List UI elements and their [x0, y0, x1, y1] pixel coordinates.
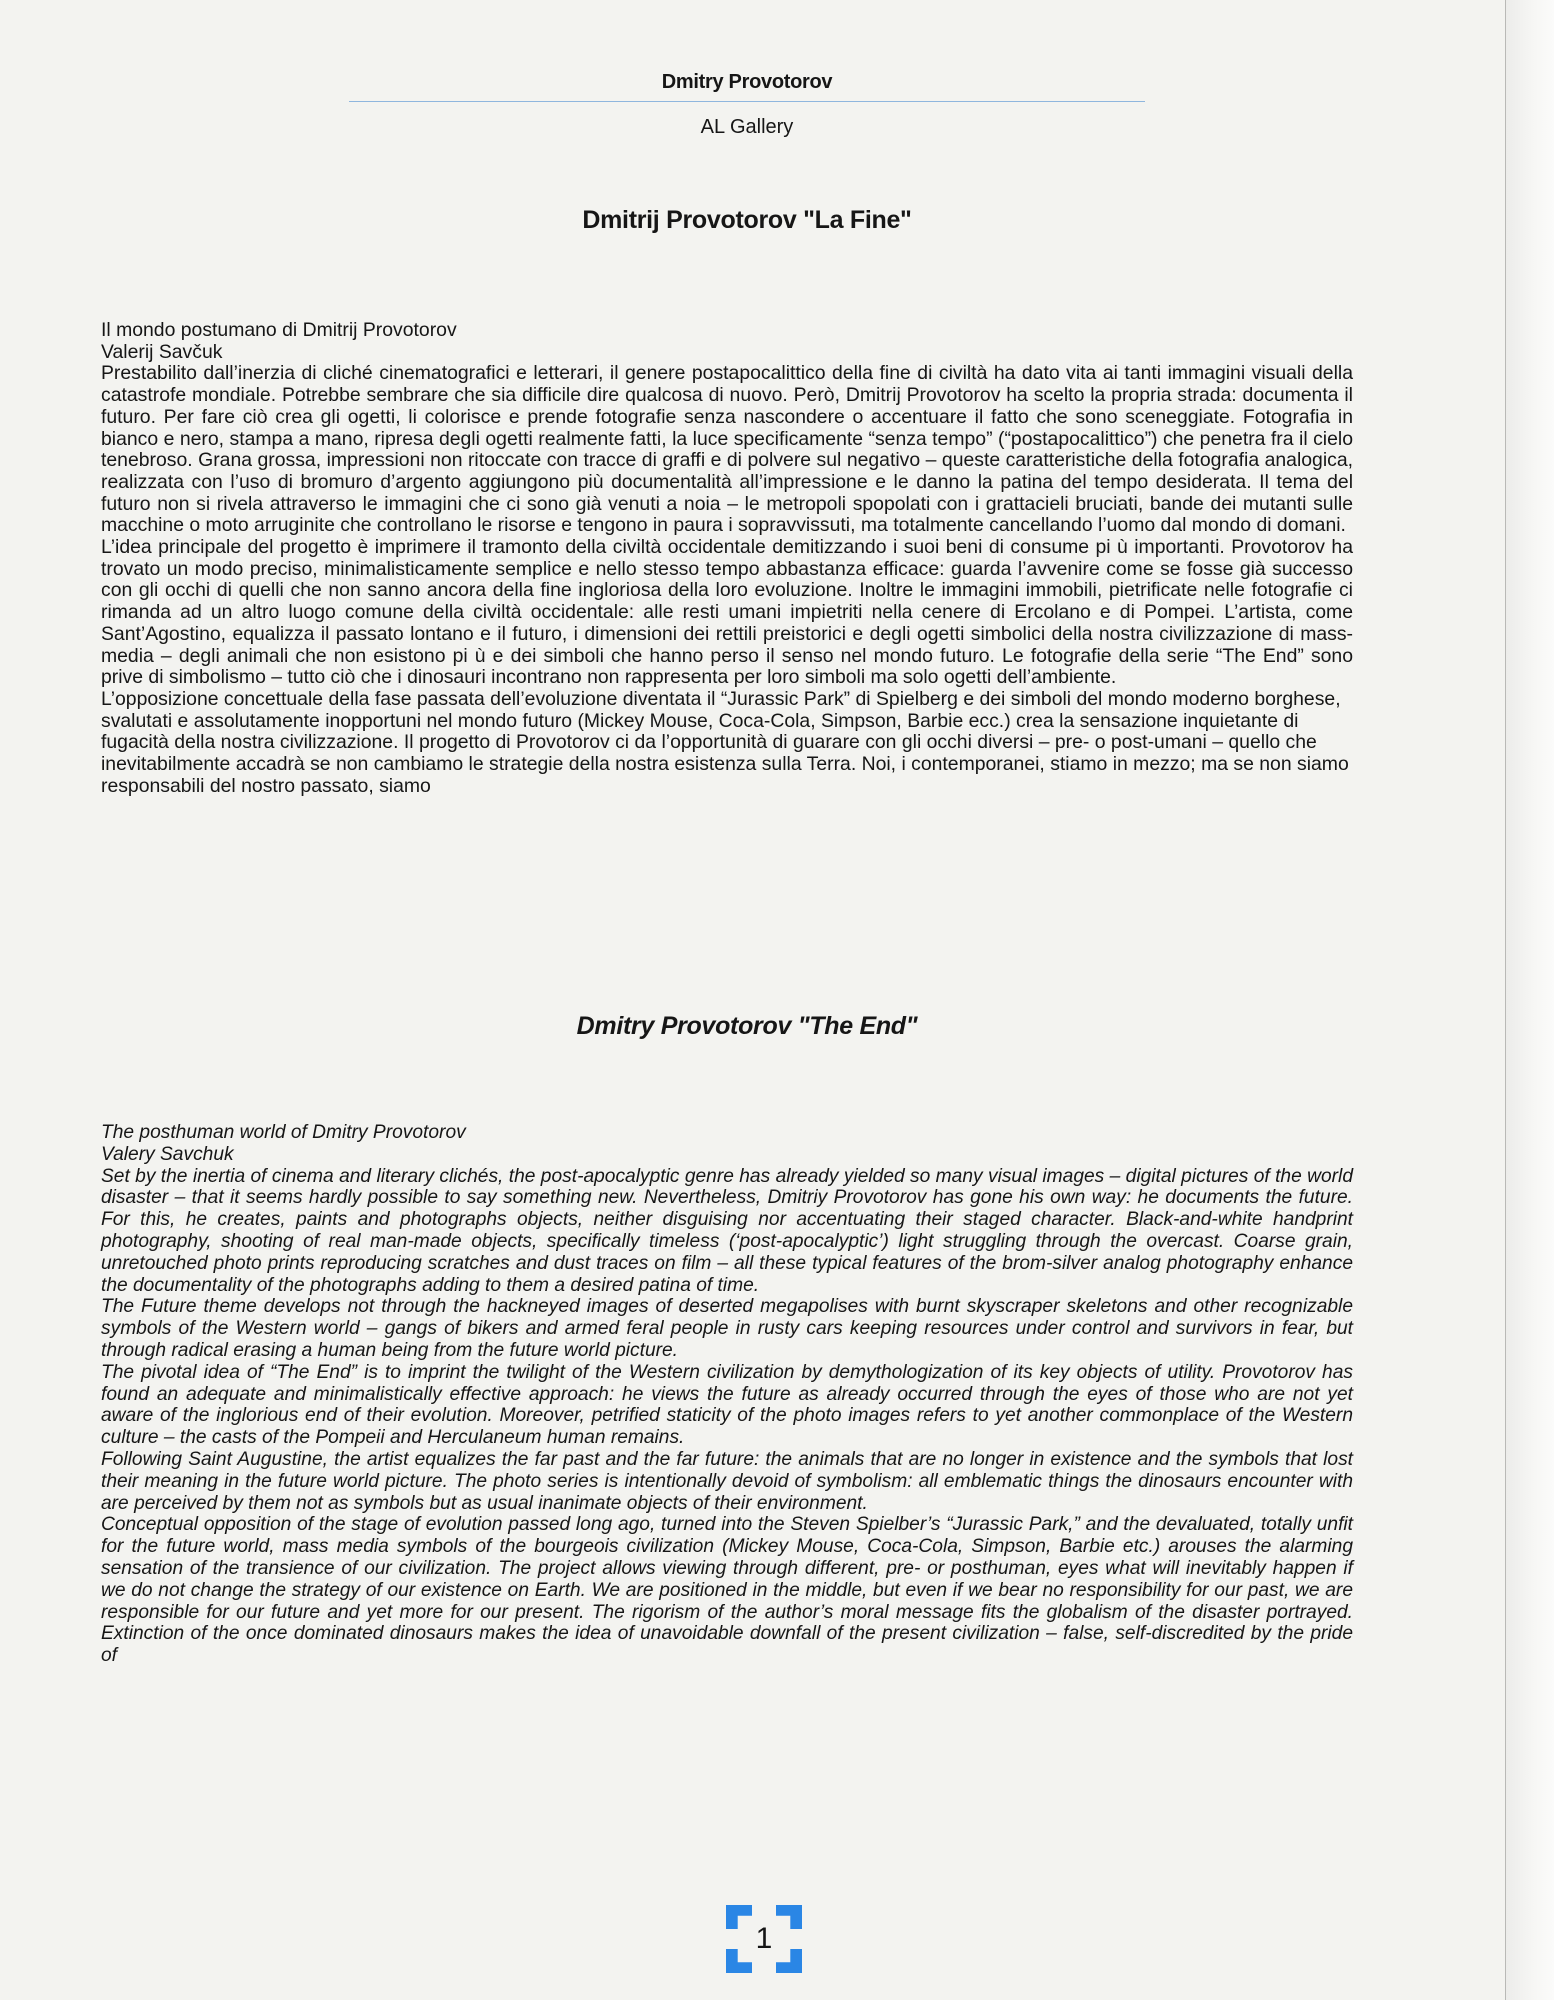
- english-subtitle: The posthuman world of Dmitry Provotorov: [101, 1122, 466, 1143]
- english-title: Dmitry Provotorov "The End": [576, 1012, 918, 1040]
- italian-subtitle: Il mondo postumano di Dmitrij Provotorov: [101, 319, 457, 341]
- english-paragraph: Conceptual opposition of the stage of evolution passed long ago, turned into the Steven Spielber’s “Jurassic Park,” and the devaluated, totally unfit for the future world, mass media symbols of the bourgeois civilization (Mickey Mouse, Coca-Cola, Simpson, Barbie etc.) arouses the alarming sensation of the transience of our civilization. The project allows viewing through different, pre- or posthuman, eyes what will inevitably happen if we do not change the strategy of our existence on Earth. We are positioned in the middle, but even if we bear no responsibility for our past, we are responsible for our future and yet more for our present. The rigorism of the author’s moral message fits the globalism of the disaster portrayed. Extinction of the once dominated dinosaurs makes the idea of unavoidable downfall of the present civilization – false, self-discredited by the pride of: [101, 1514, 1353, 1667]
- english-text: [101, 1122, 1353, 1667]
- english-paragraph: Set by the inertia of cinema and literary clichés, the post-apocalyptic genre has already yielded so many visual images – digital pictures of the world disaster – that it seems hardly possible to say something new. Nevertheless, Dmitriy Provotorov has gone his own way: he documents the future. For this, he creates, paints and photographs objects, neither disguising nor accentuating their staged character. Black-and-white handprint photography, shooting of real man-made objects, specifically timeless (‘post-apocalyptic’) light struggling through the overcast. Coarse grain, unretouched photo prints reproducing scratches and dust traces on film – all these typical features of the brom-silver analog photography enhance the documentality of the photographs adding to them a desired patina of time.: [101, 1165, 1353, 1296]
- italian-author: Valerij Savčuk: [101, 340, 223, 363]
- english-paragraph: The pivotal idea of “The End” is to imprint the twilight of the Western civilization by demythologization of its key objects of utility. Provotorov has found an adequate and minimalistically effective approach: he views the future as already occurred through the eyes of those who are not yet aware of the inglorious end of their evolution. Moreover, petrified staticity of the photo images refers to yet another commonplace of the Western culture – the casts of the Pompeii and Herculaneum human remains.: [101, 1361, 1353, 1449]
- header-divider: [349, 101, 1145, 102]
- english-paragraph: Following Saint Augustine, the artist equalizes the far past and the far future: the animals that are no longer in existence and the symbols that lost their meaning in the future world picture. The photo series is intentionally devoid of symbolism: all emblematic things the dinosaurs encounter with are perceived by them not as symbols but as usual inanimate objects of their environment.: [101, 1448, 1353, 1514]
- italian-title: Dmitrij Provotorov "La Fine": [582, 206, 912, 234]
- italian-paragraph: L’idea principale del progetto è imprimere il tramonto della civiltà occidentale demitizzando i suoi beni di consume pi ù importanti. Provotorov ha trovato un modo preciso, minimalisticamente semplice e nello stesso tempo abbastanza efficace: guarda l’avvenire come se fosse già successo con gli occhi di quelli che non sanno ancora della fine ingloriosa della loro evoluzione. Inoltre le immagini immobili, pietrificate nelle fotografie ci rimanda ad un altro luogo comune della civiltà occidentale: alle resti umani impietriti nella cenere di Ercolano e di Pompei. L’artista, come Sant’Agostino, equalizza il passato lontano e il futuro, i dimensioni dei rettili preistorici e degli ogetti simbolici della nostra civilizzazione di mass-media – degli animali che non esistono pi ù e dei simboli che hanno perso il senso nel mondo futuro. Le fotografie della serie “The End” sono prive di simbolismo – tutto ciò che i dinosauri incontrano non rappresenta per loro simboli ma solo ogetti dell’ambiente.: [101, 536, 1353, 689]
- italian-paragraph: Prestabilito dall’inerzia di cliché cinematografici e letterari, il genere postapocalittico della fine di civiltà ha dato vita ai tanti immagini visuali della catastrofe mondiale. Potrebbe sembrare che sia difficile dire qualcosa di nuovo. Però, Dmitrij Provotorov ha scelto la propria strada: documenta il futuro. Per fare ciò crea gli ogetti, li colorisce e prende fotografie senza nascondere o accentuare il fatto che sono sceneggiate. Fotografia in bianco e nero, stampa a mano, ripresa degli ogetti realmente fatti, la luce specificamente “senza tempo” (“postapocalittico”) che penetra fra il cielo tenebroso. Grana grossa, impressioni non ritoccate con tracce di graffi e di polvere sul negativo – queste caratteristiche della fotografia analogica, realizzata con l’uso di bromuro d’argento aggiungono più documentalità all’impressione e le danno la patina del tempo desiderata. Il tema del futuro non si rivela attraverso le immagini che ci sono già venuti a noia – le metropoli spopolati con i grattacieli bruciati, bande dei mutanti sulle macchine o moto arruginite che controllano le risorse e tengono in paura i sopravvissuti, ma totalmente cancellando l’uomo dal mondo di domani.: [101, 362, 1353, 537]
- page-number: 1: [755, 1922, 773, 1955]
- header-gallery: AL Gallery: [700, 116, 794, 138]
- italian-paragraph: L’opposizione concettuale della fase passata dell’evoluzione diventata il “Jurassic Park” di Spielberg e dei simboli del mondo moderno borghese, svalutati e assolutamente inopportuni nel mondo futuro (Mickey Mouse, Coca-Cola, Simpson, Barbie ecc.) crea la sensazione inquietante di fugacità della nostra civilizzazione. Il progetto di Provotorov ci da l’opportunità di guarare con gli occhi diversi – pre- o post-umani – quello che inevitabilmente accadrà se non cambiamo le strategie della nostra esistenza sulla Terra. Noi, i contemporanei, stiamo in mezzo; ma se non siamo responsabili del nostro passato, siamo: [101, 687, 1349, 797]
- english-paragraph: The Future theme develops not through the hackneyed images of deserted megapolises with burnt skyscraper skeletons and other recognizable symbols of the Western world – gangs of bikers and armed feral people in rusty cars keeping resources under control and survivors in fear, but through radical erasing a human being from the future world picture.: [101, 1296, 1353, 1361]
- page-edge: [1505, 0, 1554, 2000]
- italian-text: [101, 320, 1353, 797]
- page-number-logo: [726, 1905, 802, 1973]
- header-author: Dmitry Provotorov: [661, 71, 833, 93]
- english-author: Valery Savchuk: [101, 1143, 234, 1165]
